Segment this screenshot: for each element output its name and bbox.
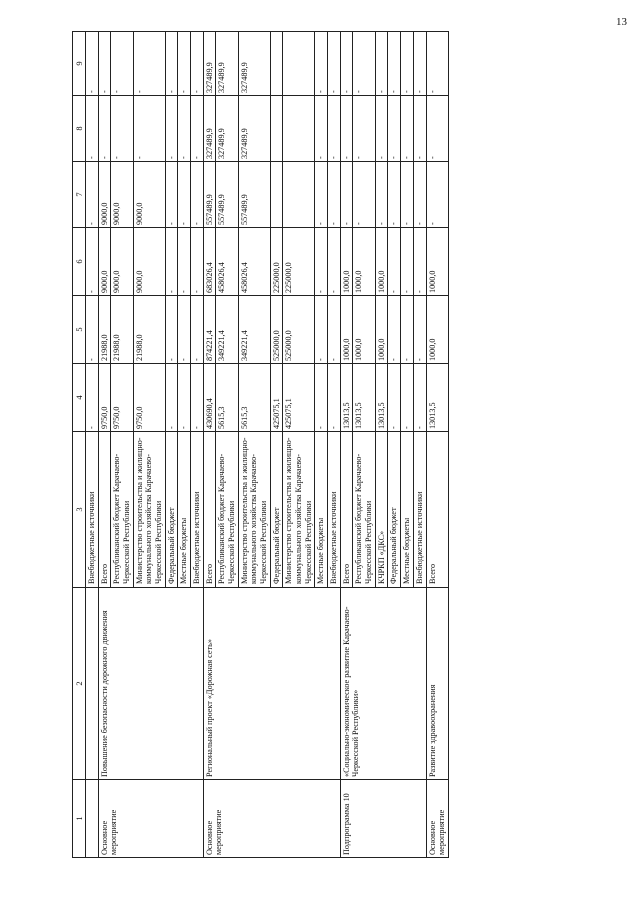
value-cell: 13013,5 [426, 364, 448, 432]
value-cell: - [340, 32, 353, 96]
value-cell: - [178, 162, 191, 228]
funding-source-cell: Федеральный бюджет [165, 432, 178, 588]
funding-source-cell: Внебюджетные источники [86, 432, 99, 588]
value-cell [283, 96, 315, 162]
value-cell: - [133, 32, 165, 96]
header-cell: 8 [73, 96, 86, 162]
value-cell: 9750,0 [133, 364, 165, 432]
value-cell: - [388, 296, 401, 364]
value-cell: - [328, 162, 341, 228]
header-cell: 1 [73, 780, 86, 858]
value-cell: 9000,0 [98, 162, 111, 228]
value-cell: - [401, 296, 414, 364]
value-cell: 9750,0 [111, 364, 133, 432]
value-cell: 327489,9 [203, 96, 216, 162]
value-cell: - [86, 296, 99, 364]
value-cell: 9000,0 [111, 228, 133, 296]
value-cell: - [191, 228, 204, 296]
value-cell: - [328, 96, 341, 162]
value-cell: 874221,4 [203, 296, 216, 364]
value-cell: - [413, 364, 426, 432]
value-cell: - [340, 162, 353, 228]
value-cell: - [98, 32, 111, 96]
funding-source-cell: Республиканский бюджет Карачаево-Черкесской Республики [111, 432, 133, 588]
value-cell: - [315, 32, 328, 96]
value-cell: 557489,9 [238, 162, 270, 228]
value-cell: - [328, 296, 341, 364]
table-row [86, 32, 99, 858]
value-cell: 9000,0 [111, 162, 133, 228]
value-cell: 327489,9 [216, 96, 238, 162]
value-cell: - [328, 364, 341, 432]
value-cell: 557489,9 [216, 162, 238, 228]
value-cell: 430690,4 [203, 364, 216, 432]
value-cell: - [165, 96, 178, 162]
value-cell: - [111, 96, 133, 162]
value-cell: - [413, 162, 426, 228]
value-cell: - [165, 364, 178, 432]
value-cell: 5615,3 [238, 364, 270, 432]
value-cell: 21988,0 [98, 296, 111, 364]
funding-source-cell: Местные бюджеты [178, 432, 191, 588]
value-cell: - [426, 96, 448, 162]
value-cell: 1000,0 [340, 296, 353, 364]
value-cell: - [178, 228, 191, 296]
header-row [73, 32, 86, 858]
value-cell: 327489,9 [203, 32, 216, 96]
value-cell: - [315, 364, 328, 432]
value-cell: - [413, 96, 426, 162]
value-cell [270, 162, 283, 228]
funding-source-cell: Внебюджетные источники [413, 432, 426, 588]
value-cell: 13013,5 [340, 364, 353, 432]
header-cell: 7 [73, 162, 86, 228]
value-cell: 1000,0 [426, 228, 448, 296]
value-cell: - [86, 162, 99, 228]
value-cell: - [315, 228, 328, 296]
value-cell: 1000,0 [375, 228, 388, 296]
value-cell: - [86, 364, 99, 432]
value-cell: - [86, 32, 99, 96]
value-cell: - [328, 32, 341, 96]
value-cell: 349221,4 [238, 296, 270, 364]
funding-source-cell: Республиканский бюджет Карачаево-Черкесской Республики [353, 432, 375, 588]
value-cell: 225000,0 [283, 228, 315, 296]
value-cell: - [353, 162, 375, 228]
header-cell: 3 [73, 432, 86, 588]
value-cell: - [353, 32, 375, 96]
value-cell: - [191, 364, 204, 432]
value-cell: - [315, 162, 328, 228]
value-cell: 13013,5 [353, 364, 375, 432]
value-cell: - [401, 32, 414, 96]
value-cell: - [388, 96, 401, 162]
budget-table [72, 31, 449, 858]
value-cell: 21988,0 [111, 296, 133, 364]
header-cell: 4 [73, 364, 86, 432]
program-name-cell [86, 588, 99, 780]
value-cell: 1000,0 [340, 228, 353, 296]
value-cell: 327489,9 [216, 32, 238, 96]
value-cell: 458026,4 [216, 228, 238, 296]
funding-source-cell: Министерство строительства и жилищно-коммунального хозяйства Карачаево-Черкесской Республики [283, 432, 315, 588]
funding-source-cell: Министерство строительства и жилищно-коммунального хозяйства Карачаево-Черкесской Республики [238, 432, 270, 588]
value-cell: - [401, 162, 414, 228]
header-cell: 5 [73, 296, 86, 364]
funding-source-cell: Местные бюджеты [315, 432, 328, 588]
funding-source-cell: Внебюджетные источники [191, 432, 204, 588]
funding-source-cell: Местные бюджеты [401, 432, 414, 588]
funding-source-cell: Внебюджетные источники [328, 432, 341, 588]
rotated-table-container [72, 32, 614, 858]
value-cell [270, 96, 283, 162]
row-type-cell: Основное мероприятие [98, 780, 203, 858]
value-cell: - [191, 32, 204, 96]
value-cell: - [375, 162, 388, 228]
value-cell: 525000,0 [270, 296, 283, 364]
value-cell: - [86, 96, 99, 162]
header-cell: 9 [73, 32, 86, 96]
value-cell: 13013,5 [375, 364, 388, 432]
value-cell: 349221,4 [216, 296, 238, 364]
value-cell: 425075,1 [283, 364, 315, 432]
value-cell: 458026,4 [238, 228, 270, 296]
value-cell: - [388, 162, 401, 228]
value-cell: 425075,1 [270, 364, 283, 432]
value-cell: - [315, 296, 328, 364]
funding-source-cell: Всего [203, 432, 216, 588]
value-cell: - [401, 96, 414, 162]
funding-source-cell: Всего [426, 432, 448, 588]
funding-source-cell: Республиканский бюджет Карачаево-Черкесской Республики [216, 432, 238, 588]
value-cell: 525000,0 [283, 296, 315, 364]
value-cell: - [165, 296, 178, 364]
funding-source-cell: Всего [98, 432, 111, 588]
value-cell: 1000,0 [353, 296, 375, 364]
value-cell: - [328, 228, 341, 296]
value-cell: - [191, 296, 204, 364]
value-cell: - [426, 32, 448, 96]
value-cell: - [401, 364, 414, 432]
value-cell: - [413, 32, 426, 96]
value-cell: - [353, 96, 375, 162]
funding-source-cell: Всего [340, 432, 353, 588]
value-cell: 1000,0 [426, 296, 448, 364]
value-cell: 1000,0 [353, 228, 375, 296]
row-type-cell: Основное мероприятие [203, 780, 340, 858]
value-cell: - [165, 228, 178, 296]
value-cell: - [388, 364, 401, 432]
value-cell: - [426, 162, 448, 228]
program-name-cell: Повышение безопасности дорожного движения [98, 588, 203, 780]
value-cell: - [375, 32, 388, 96]
program-name-cell: «Социально-экономическое развитие Карачаево-Черкесской Республики» [340, 588, 426, 780]
value-cell: 9750,0 [98, 364, 111, 432]
value-cell: 5615,3 [216, 364, 238, 432]
value-cell: - [315, 96, 328, 162]
row-type-cell: Подпрограмма 10 [340, 780, 426, 858]
value-cell: 327489,9 [238, 32, 270, 96]
value-cell: - [178, 32, 191, 96]
value-cell [270, 32, 283, 96]
value-cell: 9000,0 [133, 162, 165, 228]
value-cell: - [401, 228, 414, 296]
program-name-cell: Региональный проект «Дорожная сеть» [203, 588, 340, 780]
table-row [203, 32, 216, 858]
value-cell: - [178, 364, 191, 432]
value-cell: 9000,0 [133, 228, 165, 296]
value-cell [283, 162, 315, 228]
value-cell: - [165, 162, 178, 228]
table-row [426, 32, 448, 858]
value-cell: - [178, 296, 191, 364]
value-cell: - [388, 32, 401, 96]
value-cell: - [388, 228, 401, 296]
value-cell: - [413, 228, 426, 296]
value-cell: 557489,9 [203, 162, 216, 228]
program-name-cell: Развитие здравоохранения [426, 588, 448, 780]
value-cell: - [413, 296, 426, 364]
funding-source-cell: Федеральный бюджет [270, 432, 283, 588]
value-cell: 327489,9 [238, 96, 270, 162]
value-cell: 225000,0 [270, 228, 283, 296]
value-cell: - [133, 96, 165, 162]
value-cell: - [178, 96, 191, 162]
value-cell: - [111, 32, 133, 96]
value-cell: 1000,0 [375, 296, 388, 364]
table-row [98, 32, 111, 858]
value-cell: - [340, 96, 353, 162]
header-cell: 2 [73, 588, 86, 780]
value-cell: - [375, 96, 388, 162]
value-cell: - [191, 96, 204, 162]
value-cell: 21988,0 [133, 296, 165, 364]
value-cell: 9000,0 [98, 228, 111, 296]
page-number: 13 [616, 16, 627, 28]
value-cell: - [98, 96, 111, 162]
table-row [340, 32, 353, 858]
value-cell: - [191, 162, 204, 228]
funding-source-cell: Министерство строительства и жилищно-коммунального хозяйства Карачаево-Черкесской Республики [133, 432, 165, 588]
row-type-cell [86, 780, 99, 858]
value-cell [283, 32, 315, 96]
value-cell: 683026,4 [203, 228, 216, 296]
funding-source-cell: Федеральный бюджет [388, 432, 401, 588]
funding-source-cell: КЧРКП «ДКС» [375, 432, 388, 588]
row-type-cell: Основное мероприятие [426, 780, 448, 858]
value-cell: - [165, 32, 178, 96]
header-cell: 6 [73, 228, 86, 296]
value-cell: - [86, 228, 99, 296]
